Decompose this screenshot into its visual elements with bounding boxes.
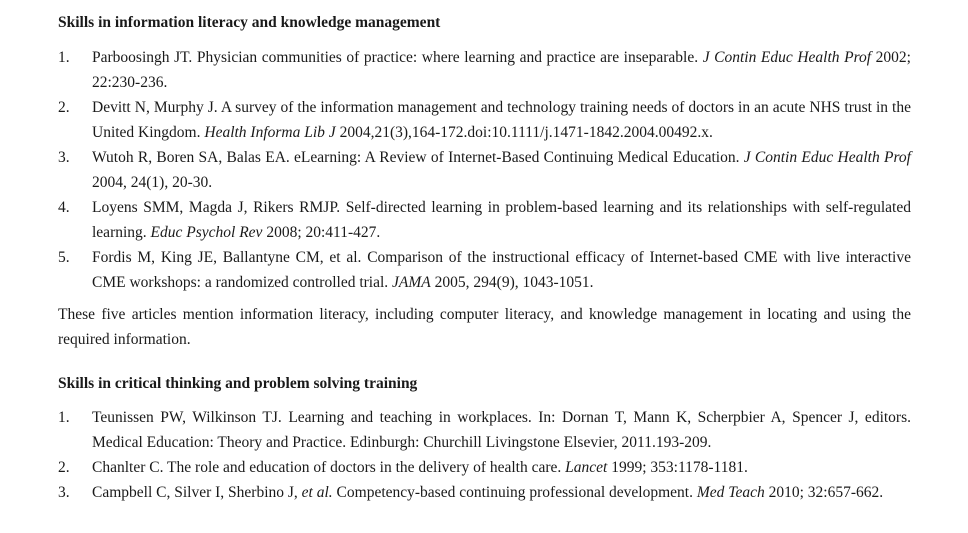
reference-list-information-literacy bbox=[58, 45, 911, 295]
reference-number: 3. bbox=[58, 484, 70, 501]
reference-number: 1. bbox=[58, 49, 70, 66]
section-heading-critical-thinking: Skills in critical thinking and problem solving training bbox=[58, 375, 418, 392]
reference-text-run: Teunissen PW, Wilkinson TJ. Learning and teaching in workplaces. In: Dornan T, Mann K, Scherpbier A, Spencer J, editors. Medical Education: Theory and Practice. Edinburgh: Churchill Livingstone Elsevier, 2011.193-209. bbox=[92, 409, 911, 451]
reference-number: 2. bbox=[58, 99, 70, 116]
reference-journal-title: J Contin Educ Health Prof bbox=[702, 49, 872, 66]
reference-text-run: Loyens SMM, Magda J, Rikers RMJP. Self-directed learning in problem-based learning and its relationships with self-regulated learning. bbox=[92, 199, 911, 241]
reference-item bbox=[58, 145, 911, 195]
reference-text bbox=[92, 145, 911, 195]
reference-journal-title: Educ Psychol Rev bbox=[150, 224, 263, 241]
reference-text bbox=[92, 245, 911, 295]
reference-text-run: Parboosingh JT. Physician communities of practice: where learning and practice are inseparable. bbox=[92, 49, 703, 66]
reference-text bbox=[92, 195, 911, 245]
reference-item bbox=[58, 245, 911, 295]
reference-text bbox=[92, 95, 911, 145]
reference-text-run: Chanlter C. The role and education of doctors in the delivery of health care. bbox=[92, 459, 566, 476]
reference-number: 5. bbox=[58, 249, 70, 266]
reference-number: 4. bbox=[58, 199, 70, 216]
reference-text bbox=[92, 480, 911, 505]
reference-item bbox=[58, 95, 911, 145]
reference-text bbox=[92, 455, 911, 480]
reference-item bbox=[58, 195, 911, 245]
reference-list-critical-thinking bbox=[58, 405, 911, 505]
reference-journal-title: et al. bbox=[301, 484, 333, 501]
reference-item bbox=[58, 45, 911, 95]
reference-number: 1. bbox=[58, 409, 70, 426]
reference-item bbox=[58, 405, 911, 455]
reference-text-run: 2004,21(3),164-172.doi:10.1111/j.1471-1842.2004.00492.x. bbox=[335, 124, 713, 141]
reference-journal-title: Health Informa Lib J bbox=[204, 124, 336, 141]
reference-text-run: Fordis M, King JE, Ballantyne CM, et al. Comparison of the instructional efficacy of Internet-based CME with live interactive CME workshops: a randomized controlled trial. bbox=[92, 249, 911, 291]
section-heading-information-literacy: Skills in information literacy and knowledge management bbox=[58, 14, 441, 31]
section-summary-paragraph: These five articles mention information literacy, including computer literacy, and knowledge management in locating and using the required information. bbox=[58, 306, 911, 348]
reference-number: 3. bbox=[58, 149, 70, 166]
reference-text-run: 2008; 20:411-427. bbox=[262, 224, 381, 241]
reference-text-run: 1999; 353:1178-1181. bbox=[607, 459, 748, 476]
document-page bbox=[58, 0, 911, 505]
reference-journal-title: Lancet bbox=[565, 459, 608, 476]
reference-text-run: 2010; 32:657-662. bbox=[764, 484, 884, 501]
reference-journal-title: Med Teach bbox=[696, 484, 765, 501]
reference-text bbox=[92, 45, 911, 95]
reference-text-run: Devitt N, Murphy J. A survey of the information management and technology training needs of doctors in an acute NHS trust in the United Kingdom. bbox=[92, 99, 911, 141]
reference-text-run: 2002; 22:230-236. bbox=[92, 49, 911, 91]
reference-text-run: Wutoh R, Boren SA, Balas EA. eLearning: A Review of Internet-Based Continuing Medical Education. bbox=[92, 149, 744, 166]
reference-number: 2. bbox=[58, 459, 70, 476]
reference-journal-title: J Contin Educ Health Prof bbox=[743, 149, 911, 166]
reference-text-run: Competency-based continuing professional development. bbox=[332, 484, 697, 501]
reference-journal-title: JAMA bbox=[392, 274, 431, 291]
reference-text-run: Campbell C, Silver I, Sherbino J, bbox=[92, 484, 302, 501]
reference-item bbox=[58, 480, 911, 505]
reference-text-run: 2005, 294(9), 1043-1051. bbox=[430, 274, 594, 291]
reference-text-run: 2004, 24(1), 20-30. bbox=[92, 174, 213, 191]
reference-text bbox=[92, 405, 911, 455]
reference-item bbox=[58, 455, 911, 480]
